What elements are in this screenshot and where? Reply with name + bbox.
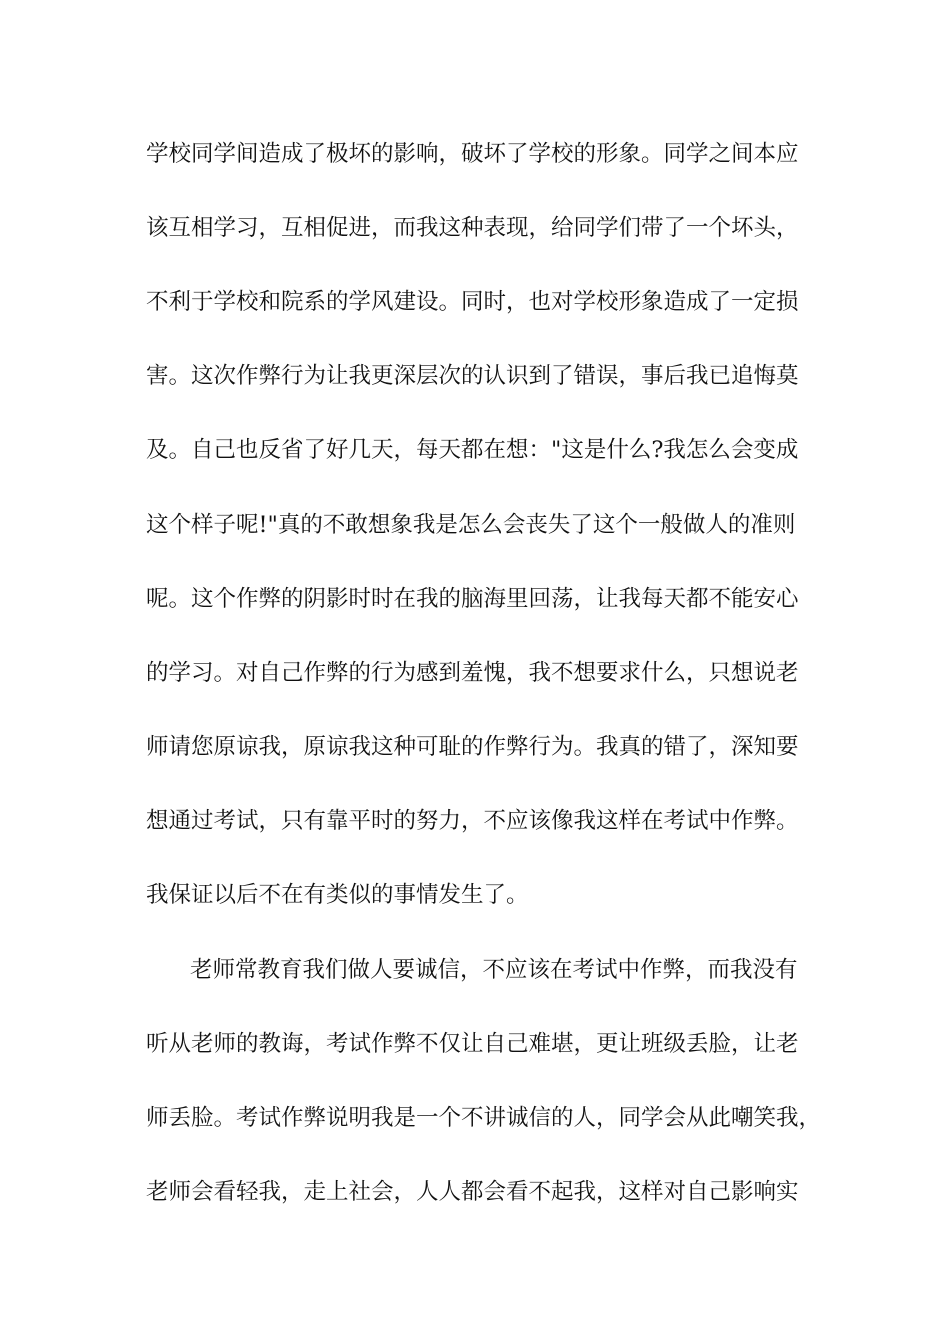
paragraph-first-line: 老师常教育我们做人要诚信，不应该在考试中作弊，而我没有	[190, 957, 798, 983]
text-line: 的学习。对自己作弊的行为感到羞愧，我不想要求什么，只想说老	[146, 660, 799, 686]
text-line: 想通过考试，只有靠平时的努力，不应该像我这样在考试中作弊。	[146, 808, 799, 834]
text-line: 及。自己也反省了好几天，每天都在想："这是什么?我怎么会变成	[146, 437, 799, 463]
text-line: 学校同学间造成了极坏的影响，破坏了学校的形象。同学之间本应	[146, 141, 799, 167]
text-line: 我保证以后不在有类似的事情发生了。	[146, 882, 529, 908]
text-line: 害。这次作弊行为让我更深层次的认识到了错误，事后我已追悔莫	[146, 363, 799, 389]
text-line: 不利于学校和院系的学风建设。同时，也对学校形象造成了一定损	[146, 289, 799, 315]
text-line: 师丢脸。考试作弊说明我是一个不讲诚信的人，同学会从此嘲笑我，	[146, 1105, 822, 1131]
text-line: 老师会看轻我，走上社会，人人都会看不起我，这样对自己影响实	[146, 1179, 799, 1205]
text-line: 听从老师的教诲，考试作弊不仅让自己难堪，更让班级丢脸，让老	[146, 1031, 799, 1057]
text-line: 该互相学习，互相促进，而我这种表现，给同学们带了一个坏头，	[146, 215, 799, 241]
text-line: 这个样子呢!"真的不敢想象我是怎么会丧失了这个一般做人的准则	[146, 512, 796, 538]
text-line: 呢。这个作弊的阴影时时在我的脑海里回荡，让我每天都不能安心	[146, 586, 799, 612]
text-line: 师请您原谅我，原谅我这种可耻的作弊行为。我真的错了，深知要	[146, 734, 799, 760]
